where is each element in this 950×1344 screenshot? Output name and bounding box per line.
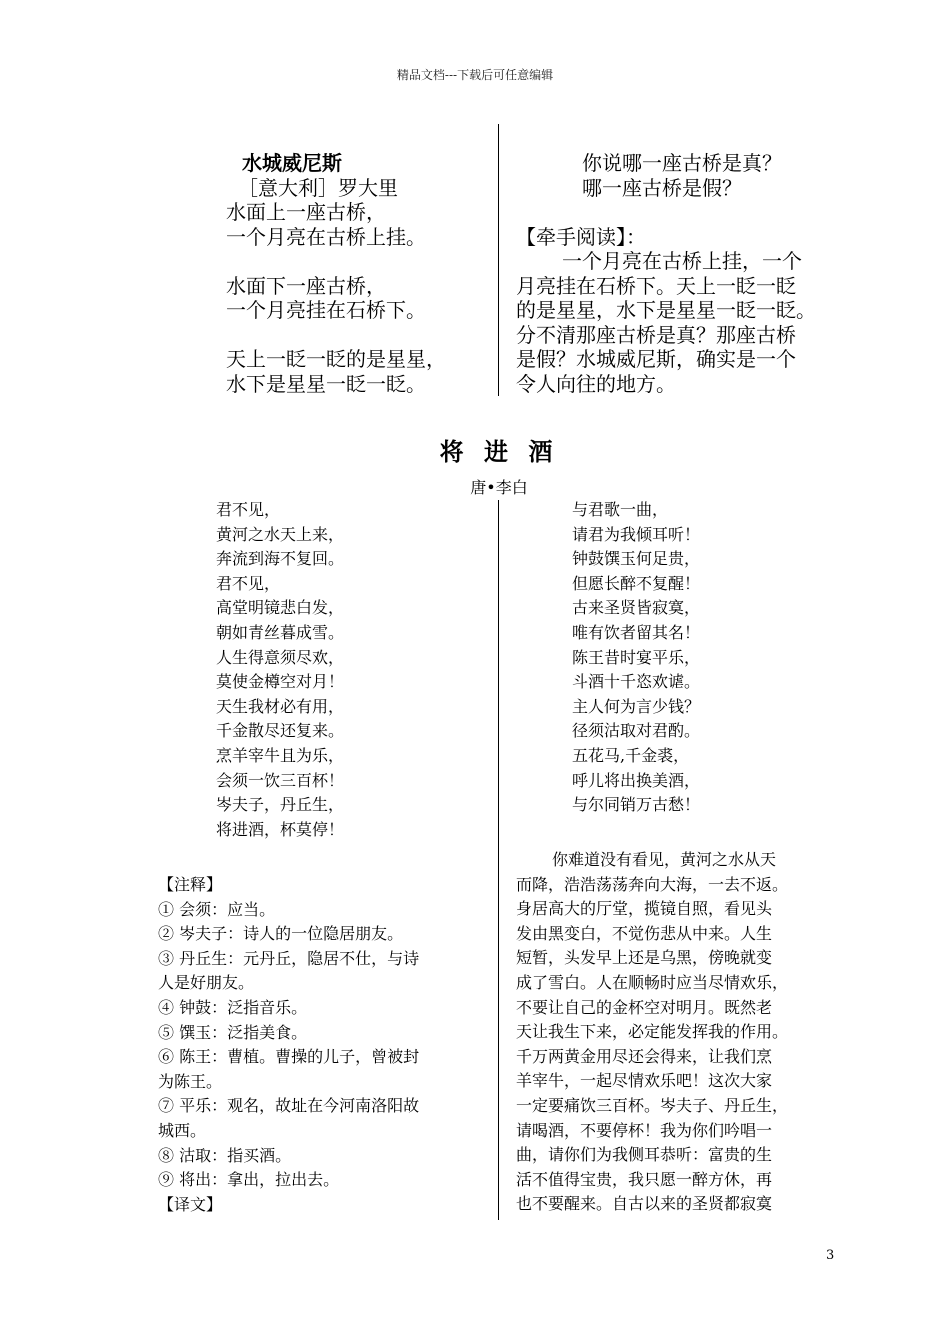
- poem-line: 莫使金樽空对月！: [216, 672, 345, 692]
- note-line: ③ 丹丘生：元丹丘，隐居不仕，与诗: [158, 948, 420, 968]
- venice-left-column: [226, 151, 446, 396]
- note-line: ② 岑夫子：诗人的一位隐居朋友。: [158, 924, 404, 944]
- note-line: ① 会须：应当。: [158, 899, 276, 919]
- venice-line: 哪一座古桥是假？: [582, 175, 742, 200]
- translation-line: 发由黑变白，不觉伤悲从中来。人生: [516, 923, 773, 943]
- venice-line: 水面上一座古桥，: [226, 200, 386, 224]
- translation-line: 活不值得宝贵，我只愿一醉方休，再: [516, 1169, 773, 1189]
- translation-line: 一定要痛饮三百杯。岑夫子、丹丘生，: [516, 1095, 789, 1115]
- venice-title: 水城威尼斯: [242, 151, 342, 175]
- poem-line: 会须一饮三百杯！: [216, 770, 345, 790]
- page-header: 精品文档---下载后可任意编辑: [396, 68, 554, 82]
- note-line: ⑤ 馔玉：泛指美食。: [158, 1022, 308, 1042]
- poem-line: 朝如青丝暮成雪。: [216, 622, 345, 642]
- note-line: ⑦ 平乐：观名，故址在今河南洛阳故: [158, 1096, 420, 1116]
- venice-right-column: [516, 151, 816, 396]
- poem-line: 但愿长醉不复醒！: [572, 573, 701, 593]
- poem-line: 请君为我倾耳听！: [572, 524, 701, 544]
- poem-line: 斗酒十千恣欢谑。: [572, 672, 701, 692]
- poem-line: 君不见，: [216, 573, 281, 593]
- venice-author: ［意大利］罗大里: [238, 175, 398, 200]
- poem-line: 烹羊宰牛且为乐，: [216, 745, 345, 765]
- poem-line: 陈王昔时宴平乐，: [572, 647, 701, 667]
- note-line: ⑨ 将出：拿出，拉出去。: [158, 1170, 340, 1190]
- note-line: 人是好朋友。: [158, 973, 255, 993]
- notes-column: [158, 873, 419, 1217]
- venice-line: 你说哪一座古桥是真？: [582, 151, 782, 175]
- poem-right-column: [572, 498, 700, 818]
- translation-line: 千万两黄金用尽还会得来，让我们烹: [516, 1046, 773, 1066]
- poem-line: 与尔同销万古愁！: [572, 795, 701, 815]
- poem-line: 将进酒，杯莫停！: [216, 819, 345, 839]
- translation-line: 天让我生下来，必定能发挥我的作用。: [516, 1022, 789, 1042]
- translation-line: 短暂，头发早上还是乌黑，傍晚就变: [516, 948, 773, 968]
- venice-line: 一个月亮在古桥上挂。: [226, 224, 426, 249]
- translation-line: 曲，请你们为我侧耳恭听：富贵的生: [516, 1145, 773, 1165]
- reading-line: 月亮挂在石桥下。天上一眨一眨: [516, 273, 796, 298]
- venice-line: 水面下一座古桥，: [226, 273, 386, 298]
- translation-line: 请喝酒，不要停杯！我为你们吟唱一: [516, 1120, 773, 1140]
- note-line: ⑥ 陈王：曹植。曹操的儿子，曾被封: [158, 1047, 420, 1067]
- translation-column: [516, 848, 788, 1217]
- poem-line: 君不见，: [216, 500, 281, 519]
- note-line: ④ 钟鼓：泛指音乐。: [158, 997, 308, 1017]
- venice-line: 天上一眨一眨的是星星，: [226, 347, 446, 371]
- reading-line: 是假？水城威尼斯，确实是一个: [516, 347, 796, 371]
- poem-line: 人生得意须尽欢，: [216, 647, 345, 667]
- note-line: 为陈王。: [158, 1071, 223, 1091]
- reading-line: 令人向往的地方。: [516, 371, 676, 396]
- notes-label: 【注释】: [158, 875, 223, 894]
- translation-line: 你难道没有看见，黄河之水从天: [552, 850, 777, 869]
- poem-author: 唐•李白: [470, 478, 528, 497]
- note-line: 城西。: [158, 1120, 207, 1140]
- poem-line: 五花马,千金裘，: [572, 745, 690, 765]
- translation-line: 身居高大的厅堂，揽镜自照，看见头: [516, 899, 773, 919]
- venice-line: 水下是星星一眨一眨。: [226, 371, 426, 396]
- translation-line: 也不要醒来。自古以来的圣贤都寂寞: [516, 1194, 773, 1214]
- poem-line: 千金散尽还复来。: [216, 721, 345, 741]
- reading-line: 分不清那座古桥是真？那座古桥: [516, 322, 796, 347]
- poem-line: 古来圣贤皆寂寞，: [572, 598, 701, 618]
- reading-line: 的是星星，水下是星星一眨一眨。: [516, 298, 816, 322]
- poem-title: 将 进 酒: [439, 438, 559, 466]
- poem-line: 黄河之水天上来，: [216, 524, 345, 544]
- poem-line: 与君歌一曲，: [572, 500, 669, 519]
- translation-line: 羊宰牛，一起尽情欢乐吧！这次大家: [516, 1071, 773, 1091]
- column-divider-bottom: [498, 500, 499, 1220]
- translation-line: 不要让自己的金杯空对明月。既然老: [516, 997, 773, 1017]
- translation-label: 【译文】: [158, 1194, 223, 1214]
- poem-left-column: [216, 498, 344, 842]
- column-divider-top: [498, 124, 499, 396]
- poem-line: 高堂明镜悲白发，: [216, 598, 345, 618]
- poem-line: 奔流到海不复回。: [216, 549, 345, 569]
- poem-line: 岑夫子，丹丘生，: [216, 795, 345, 815]
- reading-line: 一个月亮在古桥上挂，一个: [562, 249, 802, 273]
- translation-line: 成了雪白。人在顺畅时应当尽情欢乐，: [516, 972, 789, 992]
- poem-line: 天生我材必有用，: [216, 696, 345, 716]
- poem-line: 径须沽取对君酌。: [572, 721, 701, 741]
- poem-line: 钟鼓馔玉何足贵，: [572, 549, 701, 569]
- poem-line: 主人何为言少钱？: [572, 696, 701, 716]
- poem-line: 唯有饮者留其名！: [572, 622, 701, 642]
- reading-label: 【牵手阅读】：: [516, 224, 646, 249]
- translation-line: 而降，浩浩荡荡奔向大海，一去不返。: [516, 874, 789, 894]
- note-line: ⑧ 沽取：指买酒。: [158, 1145, 292, 1165]
- poem-line: 呼儿将出换美酒，: [572, 770, 701, 790]
- venice-line: 一个月亮挂在石桥下。: [226, 298, 426, 322]
- page-number: 3: [826, 1248, 835, 1263]
